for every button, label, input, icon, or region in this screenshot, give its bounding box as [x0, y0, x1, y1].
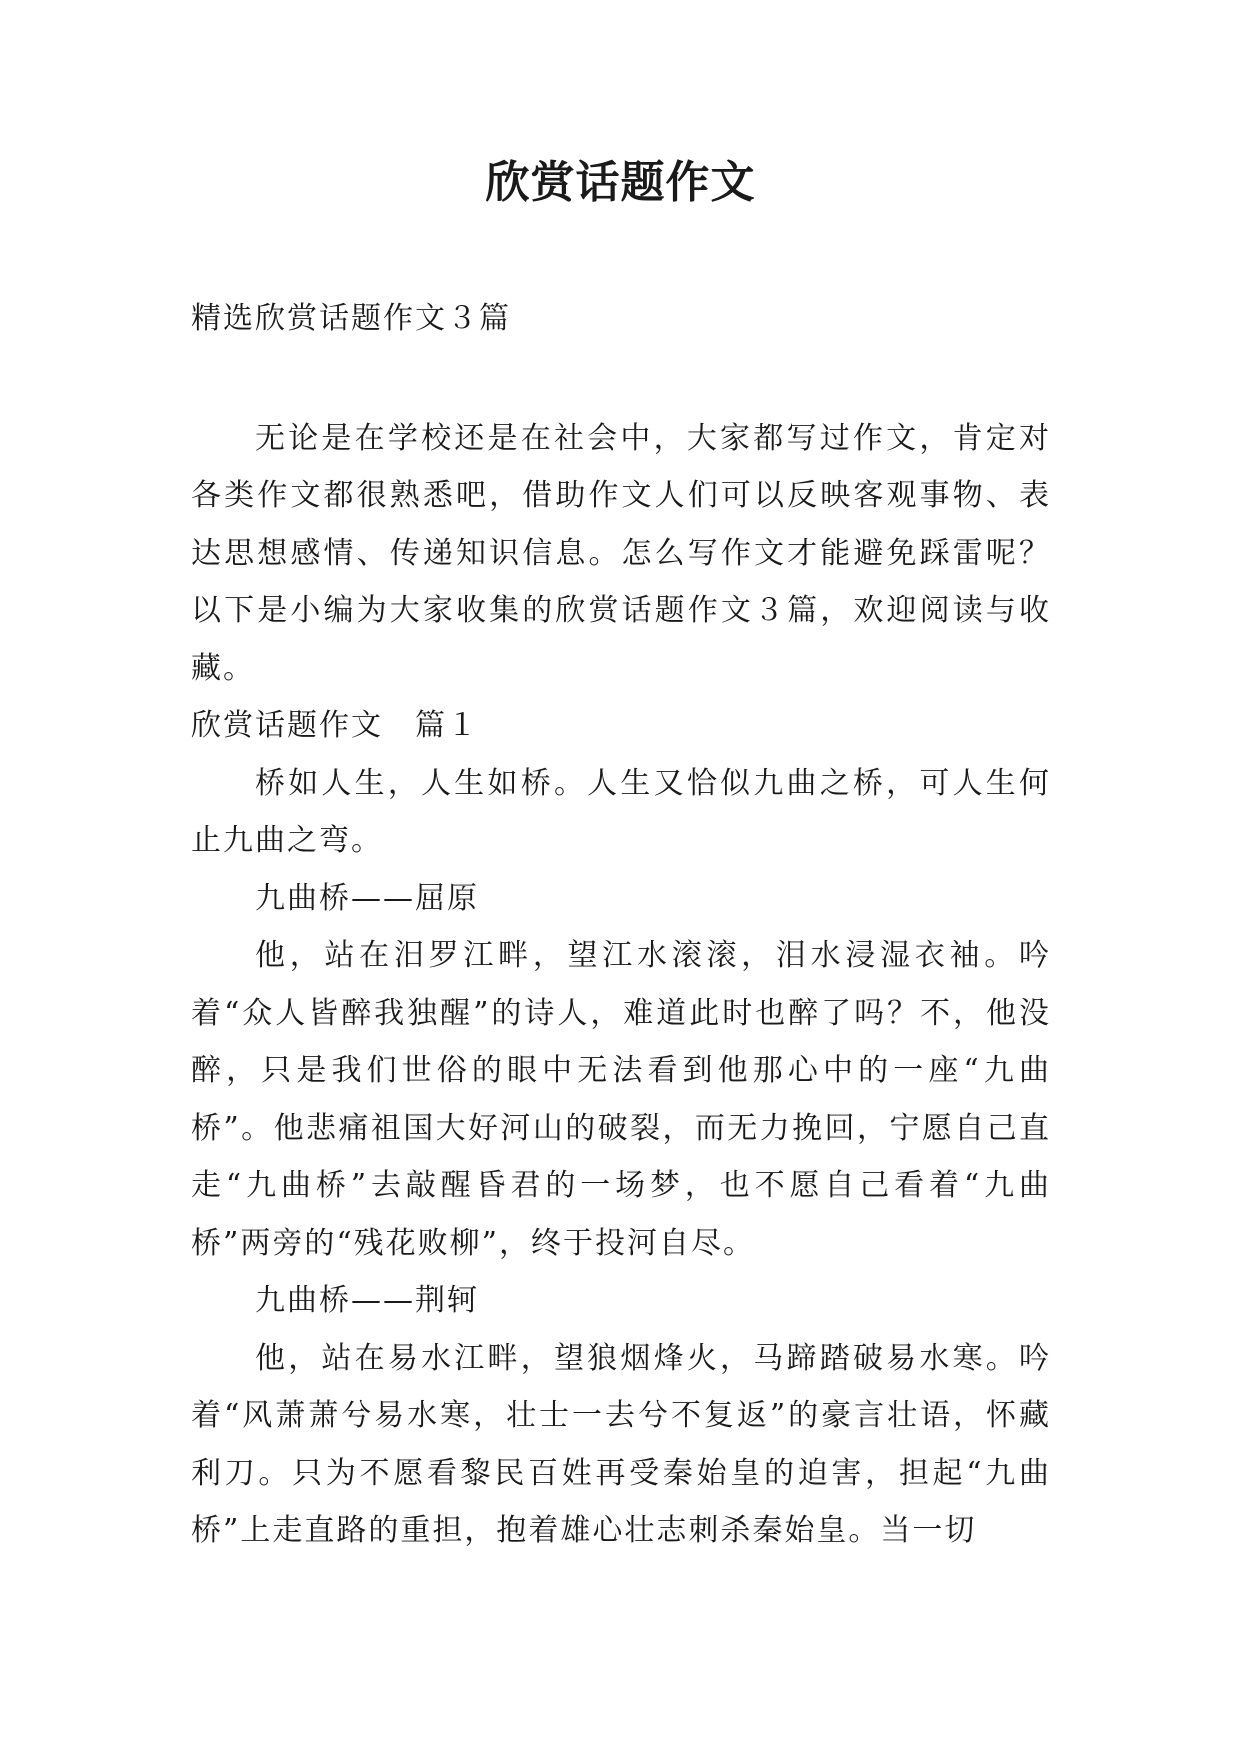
body-paragraph: 他，站在易水江畔，望狼烟烽火，马蹄踏破易水寒。吟着“风萧萧兮易水寒，壮士一去兮不复返”的豪言壮语，怀藏利刀。只为不愿看黎民百姓再受秦始皇的迫害，担起“九曲桥”上走直路的重担，抱着雄心壮志刺杀秦始皇。当一切	[191, 1340, 1051, 1548]
subheading: 九曲桥——屈原	[255, 880, 479, 916]
body-paragraph: 他，站在汨罗江畔，望江水滚滚，泪水浸湿衣袖。吟着“众人皆醉我独醒”的诗人，难道此时也醉了吗？不，他没醉，只是我们世俗的眼中无法看到他那心中的一座“九曲桥”。他悲痛祖国大好河山的破裂，而无力挽回，宁愿自己直走“九曲桥”去敲醒昏君的一场梦，也不愿自己看着“九曲桥”两旁的“残花败柳”，终于投河自尽。	[191, 938, 1051, 1261]
spacer	[191, 348, 1051, 410]
subheading: 九曲桥——荆轲	[255, 1283, 479, 1318]
section-heading: 欣赏话题作文 篇１	[191, 708, 479, 743]
document-subtitle: 精选欣赏话题作文３篇	[191, 301, 511, 336]
intro-paragraph: 无论是在学校还是在社会中，大家都写过作文，肯定对各类作文都很熟悉吧，借助作文人们可以反映客观事物、表达思想感情、传递知识信息。怎么写作文才能避免踩雷呢？以下是小编为大家收集的欣赏话题作文３篇，欢迎阅读与收藏。	[191, 420, 1051, 686]
document-body	[191, 290, 1051, 1560]
body-paragraph: 桥如人生，人生如桥。人生又恰似九曲之桥，可人生何止九曲之弯。	[191, 765, 1051, 858]
document-title: 欣赏话题作文	[485, 157, 756, 208]
